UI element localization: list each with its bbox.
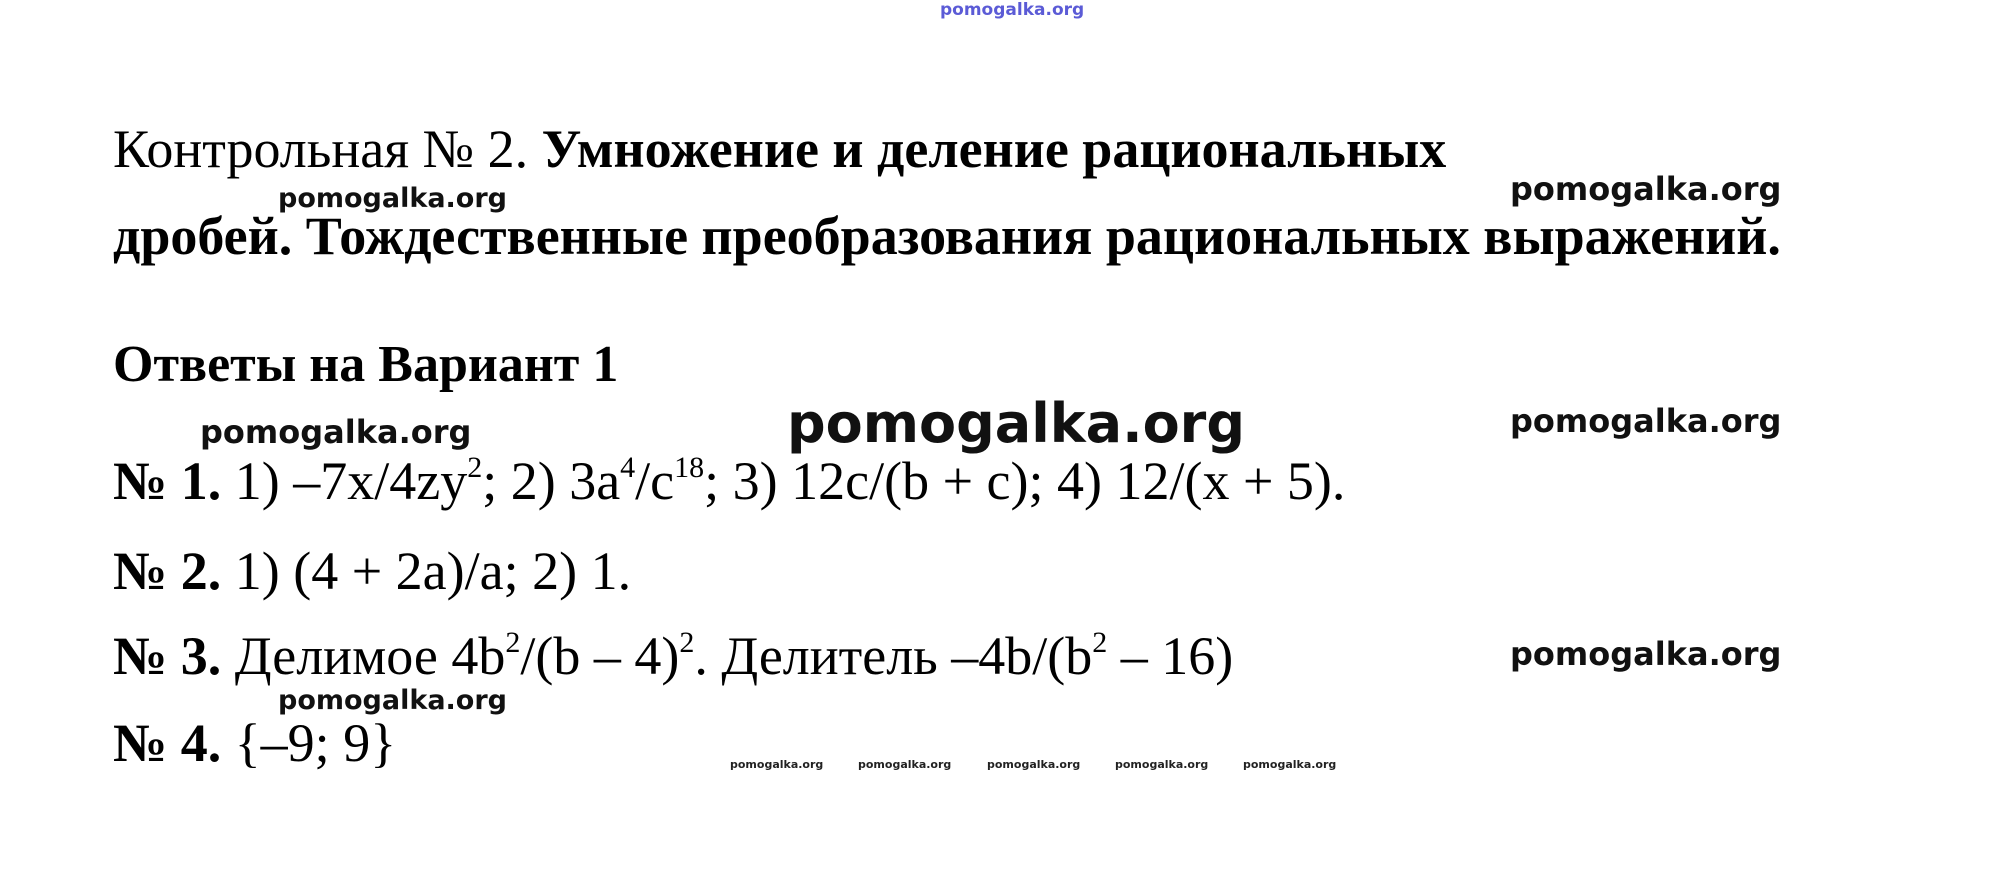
answer-1-sup-2: 4 xyxy=(620,451,636,484)
answer-3-text-2: /(b – 4) xyxy=(520,626,680,686)
answer-3-sup-3: 2 xyxy=(1092,626,1108,659)
answer-3-text-1: Делимое 4b xyxy=(221,626,506,686)
watermark: pomogalka.org xyxy=(1115,758,1209,771)
answer-3-sup-1: 2 xyxy=(505,626,521,659)
answer-3-label: № 3. xyxy=(113,626,222,686)
answer-2-label: № 2. xyxy=(113,541,222,601)
title-line-2: дробей. Тождественные преобразования рациональных выражений. xyxy=(113,206,1781,266)
answer-4-text: {–9; 9} xyxy=(221,713,397,773)
answer-1-label: № 1. xyxy=(113,451,222,511)
watermark: pomogalka.org xyxy=(730,758,824,771)
answer-2 xyxy=(113,540,631,602)
watermark: pomogalka.org xyxy=(987,758,1081,771)
watermark: pomogalka.org xyxy=(858,758,952,771)
answer-1-text-4: ; 3) 12c/(b + c); 4) 12/(x + 5). xyxy=(704,451,1346,511)
answer-2-text: 1) (4 + 2a)/a; 2) 1. xyxy=(221,541,632,601)
answer-1-sup-3: 18 xyxy=(674,451,705,484)
watermark: pomogalka.org xyxy=(200,413,472,451)
top-watermark: pomogalka.org xyxy=(940,0,1085,20)
answer-3 xyxy=(113,625,1233,687)
answer-1-text-1: 1) –7x/4zy xyxy=(221,451,468,511)
answer-4 xyxy=(113,712,396,774)
answer-3-text-4: – 16) xyxy=(1107,626,1234,686)
answer-1 xyxy=(113,450,1345,512)
answer-4-label: № 4. xyxy=(113,713,222,773)
watermark: pomogalka.org xyxy=(1510,402,1782,440)
answer-1-text-2: ; 2) 3a xyxy=(482,451,621,511)
answer-3-sup-2: 2 xyxy=(679,626,695,659)
watermark: pomogalka.org xyxy=(278,685,507,716)
title-bold-part: Умножение и деление рациональных xyxy=(541,119,1447,179)
variant-heading: Ответы на Вариант 1 xyxy=(113,336,619,393)
watermark: pomogalka.org xyxy=(1510,170,1782,208)
title-line-1 xyxy=(113,118,1446,180)
watermark: pomogalka.org xyxy=(787,392,1245,455)
watermark: pomogalka.org xyxy=(278,183,507,214)
answer-1-text-3: /c xyxy=(635,451,675,511)
answer-3-text-3: . Делитель –4b/(b xyxy=(694,626,1093,686)
title-prefix: Контрольная № 2. xyxy=(113,119,529,179)
watermark: pomogalka.org xyxy=(1243,758,1337,771)
watermark: pomogalka.org xyxy=(1510,635,1782,673)
answer-1-sup-1: 2 xyxy=(467,451,483,484)
